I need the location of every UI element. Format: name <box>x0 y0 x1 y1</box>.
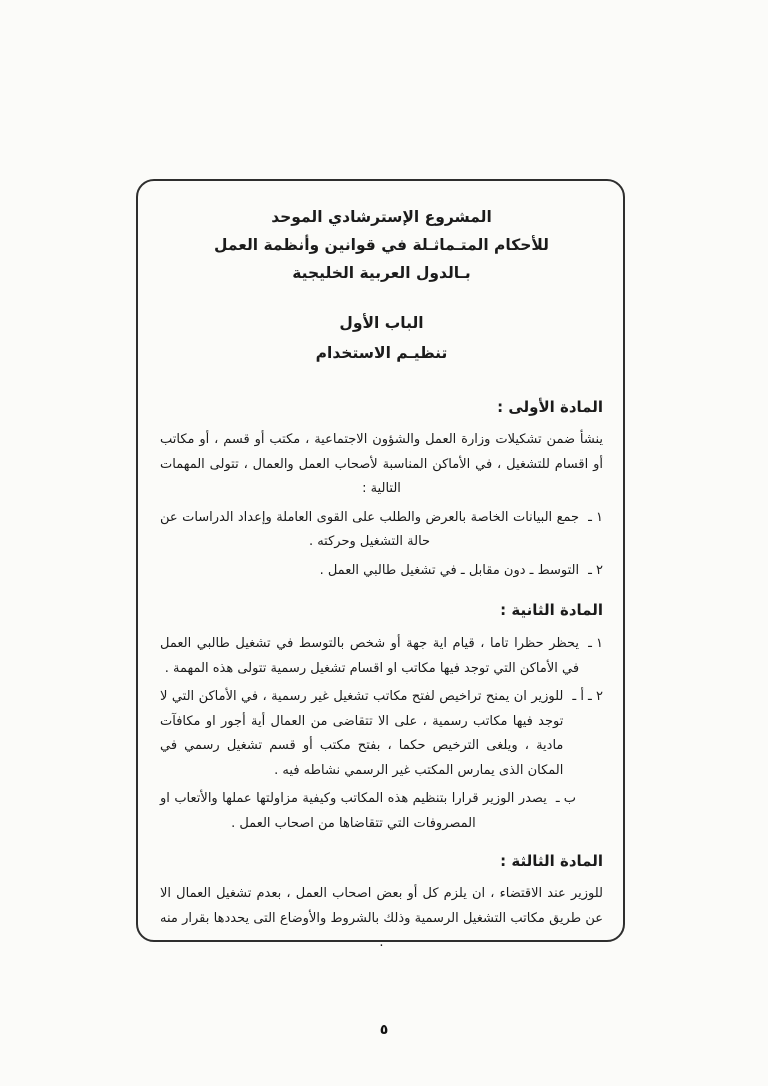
item-text: يحظر حظرا تاما ، قيام اية جهة أو شخص بالتوسط في تشغيل طالبي العمل في الأماكن التي توجد فيها مكاتب او اقسام تشغيل رسمية تتولى هذه المهمة . <box>160 636 580 676</box>
chapter-title: الباب الأول <box>339 314 424 332</box>
title-line-3: بـالدول العربية الخليجية <box>292 264 471 282</box>
article-1-item-1 <box>160 506 603 555</box>
article-1-item-2 <box>160 559 603 584</box>
title-line-1: المشروع الإسترشادي الموحد <box>271 208 492 226</box>
item-text: للوزير ان يمنح تراخيص لفتح مكاتب تشغيل غير رسمية ، في الأماكن التي لا توجد فيها مكاتب رسمية ، على الا تتقاضى من العمال أية أجور او مكافآت مادية ، ويلغى الترخيص حكما ، بفتح مكتب أو قسم تشغيل رسمي في المكان الذى يمارس المكتب غير الرسمي نشاطه فيه . <box>160 689 564 778</box>
article-1-intro: ينشأ ضمن تشكيلات وزارة العمل والشؤون الاجتماعية ، مكتب أو قسم ، أو مكاتب أو اقسام للتشغيل ، في الأماكن المناسبة لأصحاب العمل والعمال ، تتولى المهمات التالية : <box>160 432 603 496</box>
item-marker: ١ ـ <box>588 636 603 651</box>
chapter-heading <box>160 308 603 368</box>
chapter-subtitle: تنظيـم الاستخدام <box>315 344 448 362</box>
article-2 <box>160 597 603 836</box>
item-text: جمع البيانات الخاصة بالعرض والطلب على القوى العاملة وإعداد الدراسات عن حالة التشغيل وحركته . <box>160 509 580 549</box>
item-marker: ب ـ <box>555 791 576 806</box>
article-2-heading: المادة الثانية : <box>500 601 603 619</box>
item-marker: ٢ ـ <box>588 562 603 578</box>
page-number: ٥ <box>379 1022 389 1038</box>
article-3 <box>160 848 603 956</box>
article-3-intro: للوزير عند الاقتضاء ، ان يلزم كل أو بعض اصحاب العمل ، بعدم تشغيل العمال الا عن طريق مكاتب التشغيل الرسمية وذلك بالشروط والأوضاع التى يحددها بقرار منه . <box>160 886 603 950</box>
article-2-item-2b <box>160 787 576 836</box>
article-3-heading: المادة الثالثة : <box>500 852 603 870</box>
title-line-2: للأحكام المتـماثـلة في قوانين وأنظمة العمل <box>213 236 549 254</box>
document-title <box>160 203 603 287</box>
article-1 <box>160 394 603 583</box>
article-2-item-1 <box>160 632 603 681</box>
article-1-heading: المادة الأولى : <box>497 398 603 416</box>
item-text: يصدر الوزير قرارا بتنظيم هذه المكاتب وكيفية مزاولتها عملها والأتعاب او المصروفات التي تتقاضاها من اصحاب العمل . <box>160 791 547 831</box>
article-2-item-2a <box>160 685 603 783</box>
item-marker: ١ ـ <box>588 509 603 525</box>
item-text: التوسط ـ دون مقابل ـ في تشغيل طالبي العمل . <box>319 562 580 578</box>
item-marker: ٢ ـ أ ـ <box>572 689 603 704</box>
page-border-frame <box>136 179 625 950</box>
